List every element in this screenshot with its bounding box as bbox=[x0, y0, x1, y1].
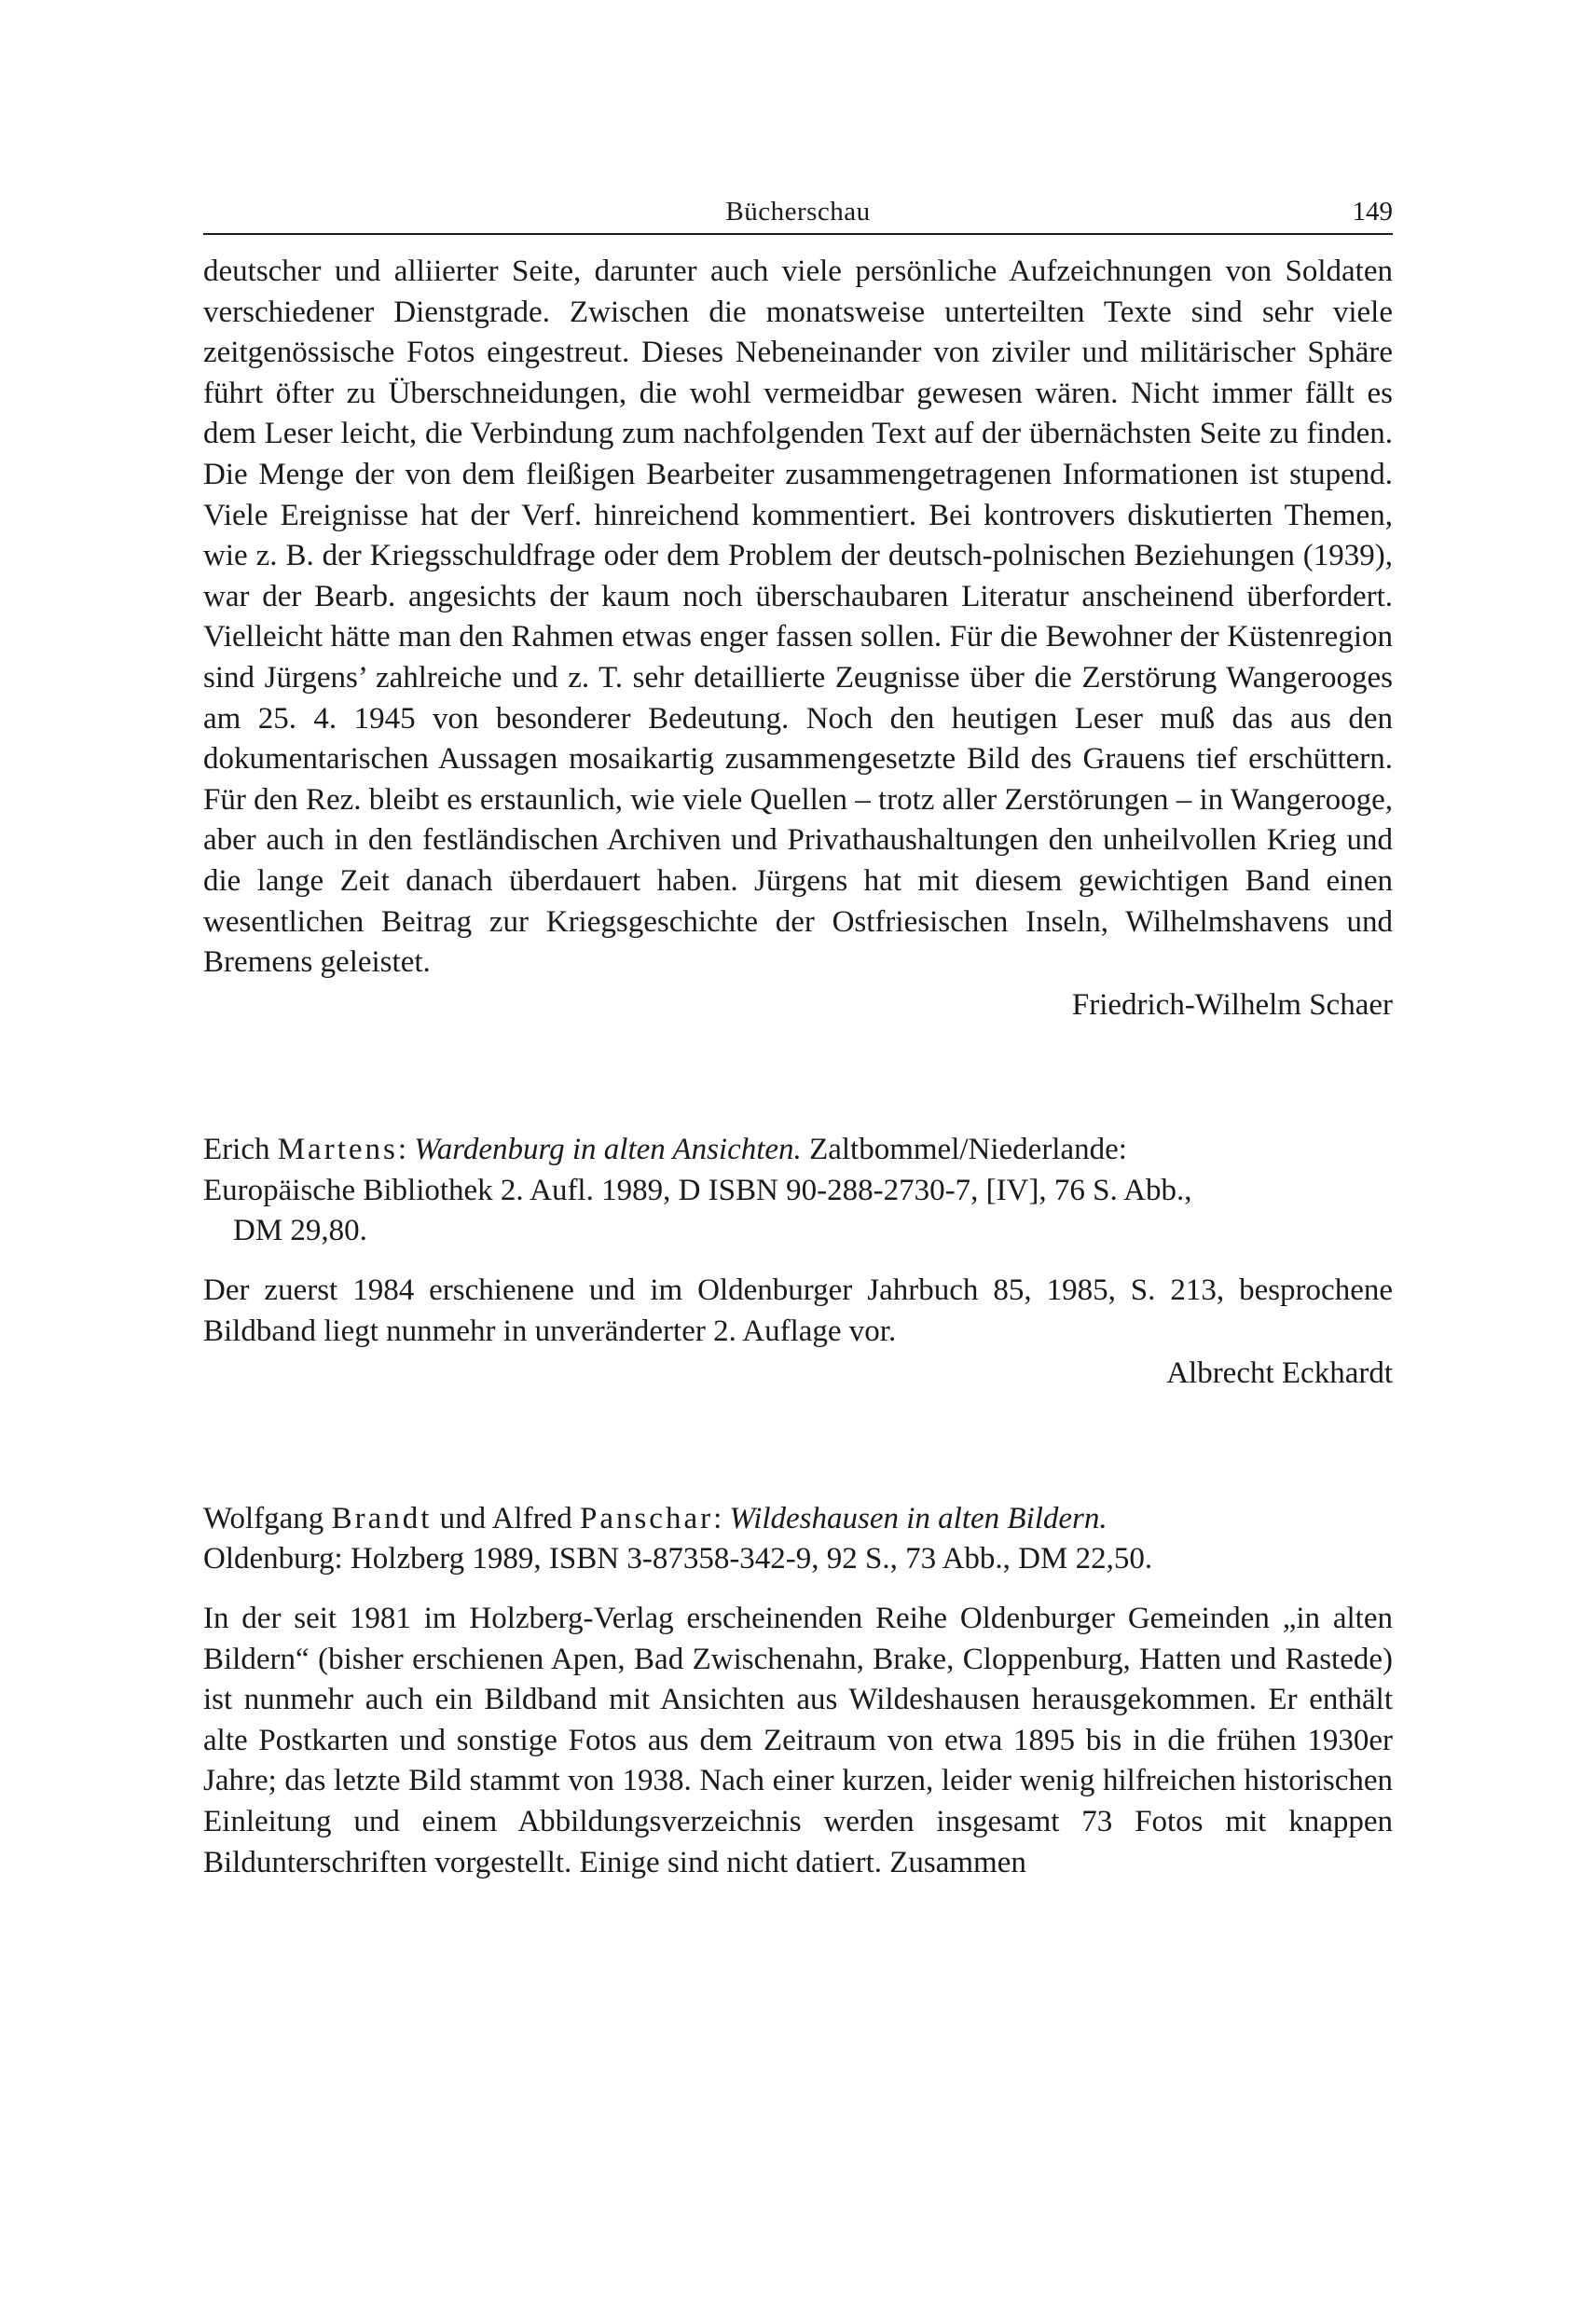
review-paragraph: deutscher und alliierter Seite, darunter auch viele persönliche Aufzeichnungen von Soldaten verschiedener Dienstgrade. Zwischen die monatsweise unterteilten Texte sind sehr viele zeitgenössische Fotos eingestreut. Dieses Nebeneinander von ziviler und militärischer Sphäre führt öfter zu Überschneidungen, die wohl vermeidbar gewesen wären. Nicht immer fällt es dem Leser leicht, die Verbindung zum nachfolgenden Text auf der übernächsten Seite zu finden. Die Menge der von dem fleißigen Bearbeiter zusammengetragenen Informationen ist stupend. Viele Ereignisse hat der Verf. hinreichend kommentiert. Bei kontrovers diskutierten Themen, wie z. B. der Kriegsschuldfrage oder dem Problem der deutsch-polnischen Beziehungen (1939), war der Bearb. angesichts der kaum noch überschaubaren Literatur anscheinend überfordert. Vielleicht hätte man den Rahmen etwas enger fassen sollen. Für die Bewohner der Küstenregion sind Jürgens’ zahlreiche und z. T. sehr detaillierte Zeugnisse über die Zerstörung Wangerooges am 25. 4. 1945 von besonderer Bedeutung. Noch den heutigen Leser muß das aus den dokumentarischen Aussagen mosaikartig zusammengesetzte Bild des Grauens tief erschüttern. Für den Rez. bleibt es erstaunlich, wie viele Quellen – trotz aller Zerstörungen – in Wangerooge, aber auch in den festländischen Archiven und Privathaushaltungen den unheilvollen Krieg und die lange Zeit danach überdauert haben. Jürgens hat mit diesem gewichtigen Band einen wesentlichen Beitrag zur Kriegsgeschichte der Ostfriesischen Inseln, Wilhelmshavens und Bremens geleistet. bbox=[203, 255, 1393, 980]
book-title: Wardenburg in alten Ansichten. bbox=[414, 1133, 802, 1167]
author-last-name: Brandt bbox=[331, 1501, 433, 1535]
review-paragraph: Der zuerst 1984 erschienene und im Oldenburger Jahrbuch 85, 1985, S. 213, besprochene Bildband liegt nunmehr in unveränderter 2. Auflage vor. bbox=[203, 1273, 1393, 1348]
review-continued bbox=[203, 252, 1393, 1025]
author-last-name: Panschar bbox=[579, 1501, 714, 1535]
author-connector: und bbox=[439, 1501, 487, 1535]
author-first-name: Wolfgang bbox=[203, 1501, 324, 1535]
review-paragraph: In der seit 1981 im Holzberg-Verlag erscheinenden Reihe Oldenburger Gemeinden „in alten Bildern“ (bisher erschienen Apen, Bad Zwischenahn, Brake, Cloppenburg, Hatten und Rastede) ist nunmehr auch ein Bildband mit Ansichten aus Wildeshausen herausgekommen. Er enthält alte Postkarten und sonstige Fotos aus dem Zeitraum von etwa 1895 bis in die frühen 1930er Jahre; das letzte Bild stammt von 1938. Nach einer kurzen, leider wenig hilfreichen historischen Einleitung und einem Abbildungsverzeichnis werden insgesamt 73 Fotos mit knappen Bildunterschriften vorgestellt. Einige sind nicht datiert. Zusammen bbox=[203, 1602, 1393, 1879]
book-entry-wardenburg bbox=[203, 1130, 1393, 1395]
running-title: Bücherschau bbox=[725, 197, 871, 227]
reviewer-signature: Friedrich-Wilhelm Schaer bbox=[1071, 987, 1393, 1022]
bibliographic-citation: Wolfgang Brandt und Alfred Panschar: Wildeshausen in alten Bildern. Oldenburg: Holzberg 1989, ISBN 3-87358-342-9, 92 S., 73 Abb., DM 22,50. bbox=[203, 1501, 1153, 1576]
publication-details: Oldenburg: Holzberg 1989, ISBN 3-87358-342-9, 92 S., 73 Abb., DM 22,50. bbox=[203, 1542, 1153, 1576]
book-entry-wildeshausen bbox=[203, 1499, 1393, 1883]
author-last-name: Martens bbox=[277, 1133, 398, 1167]
page-number: 149 bbox=[1352, 197, 1393, 227]
author-first-name: Erich bbox=[203, 1133, 270, 1167]
bibliographic-citation: Erich Martens: Wardenburg in alten Ansichten. Zaltbommel/Niederlande: Europäische Bibliothek 2. Aufl. 1989, D ISBN 90-288-2730-7, [IV], 76 S. Abb., DM 29,80. bbox=[203, 1133, 1192, 1248]
publication-details: Europäische Bibliothek 2. Aufl. 1989, D ISBN 90-288-2730-7, [IV], 76 S. Abb., bbox=[203, 1173, 1192, 1207]
book-title: Wildeshausen in alten Bildern. bbox=[729, 1501, 1108, 1535]
author-first-name: Alfred bbox=[491, 1501, 572, 1535]
book-price: DM 29,80. bbox=[233, 1214, 367, 1248]
running-header bbox=[203, 186, 1393, 235]
book-page bbox=[203, 186, 1393, 1883]
reviewer-signature: Albrecht Eckhardt bbox=[1166, 1356, 1393, 1391]
publication-place: Zaltbommel/Niederlande: bbox=[809, 1133, 1127, 1167]
